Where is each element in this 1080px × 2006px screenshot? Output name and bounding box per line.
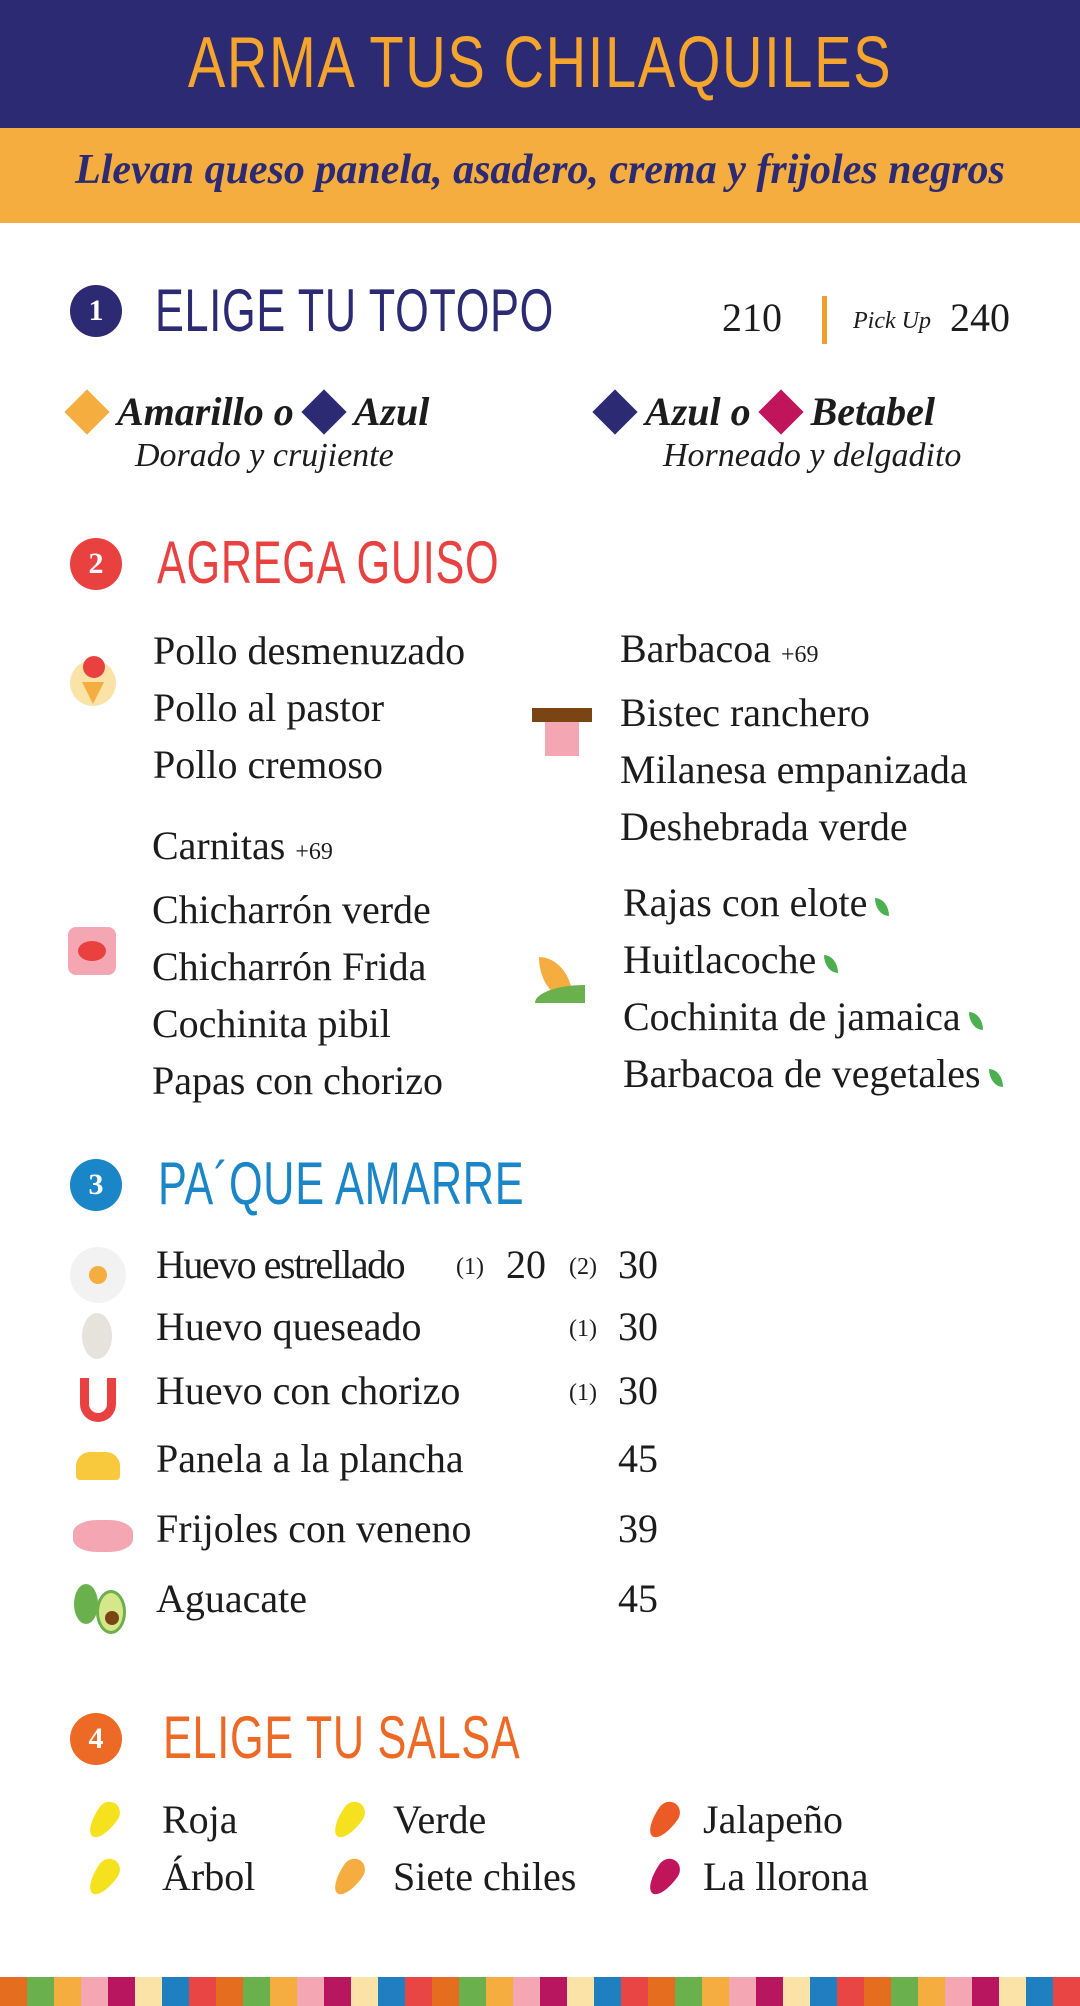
option-label: Amarillo o	[117, 389, 294, 434]
quantity: (1)	[456, 1254, 484, 1280]
chicken-icon	[70, 660, 116, 706]
section-3-heading: PA´QUE AMARRE	[158, 1150, 525, 1217]
menu-title: ARMA TUS CHILAQUILES	[187, 23, 893, 103]
guiso-item: Papas con chorizo	[152, 1058, 444, 1103]
price-divider	[822, 296, 827, 344]
guiso-item: Pollo cremoso	[153, 742, 383, 787]
extra-price: 30	[618, 1304, 658, 1349]
extra-name: Frijoles con veneno	[156, 1506, 472, 1551]
avocado-icon	[74, 1584, 98, 1624]
salsa-item: La llorona	[703, 1854, 869, 1899]
section-2-number: 2	[70, 538, 122, 590]
fried-egg-icon	[70, 1247, 126, 1303]
guiso-item: Pollo desmenuzado	[153, 628, 466, 673]
extra-price: 45	[618, 1436, 658, 1481]
pickup-price: 240	[950, 295, 1010, 340]
guiso-item: Rajas con elote	[623, 880, 868, 925]
subtitle-banner	[0, 128, 1080, 223]
salsa-item: Siete chiles	[393, 1854, 577, 1899]
guiso-list-pollo	[153, 622, 465, 793]
salsa-item: Verde	[393, 1797, 487, 1842]
pig-icon	[73, 1520, 133, 1552]
guiso-item: Carnitas	[152, 823, 286, 868]
corn-icon	[535, 955, 585, 1005]
guiso-list-cerdo	[152, 817, 443, 1109]
extra-price: 20	[506, 1242, 546, 1287]
leaf-icon	[875, 898, 889, 916]
extra-name: Huevo con chorizo	[156, 1368, 461, 1413]
header-banner	[0, 0, 1080, 128]
leaf-icon	[969, 1012, 983, 1030]
salsa-item: Jalapeño	[703, 1797, 843, 1842]
quantity: (1)	[569, 1316, 597, 1342]
extra-name: Aguacate	[156, 1576, 308, 1621]
guiso-list-res	[620, 620, 968, 855]
chili-icon	[84, 1797, 125, 1842]
pickup-label: Pick Up	[853, 308, 931, 334]
section-4-number: 4	[70, 1713, 122, 1765]
yellow-totopo-icon	[64, 389, 109, 434]
extra-row	[156, 1368, 676, 1439]
option-desc: Dorado y crujiente	[135, 437, 394, 474]
extra-row	[156, 1576, 676, 1649]
chili-icon	[329, 1797, 370, 1842]
quantity: (2)	[569, 1254, 597, 1280]
chorizo-icon	[80, 1378, 116, 1422]
chili-icon	[644, 1854, 685, 1899]
beet-totopo-icon	[758, 389, 803, 434]
option-label: Betabel	[810, 389, 936, 434]
extra-name: Huevo queseado	[156, 1304, 422, 1349]
chili-icon	[644, 1797, 685, 1842]
extra-cost: +69	[295, 839, 333, 865]
guiso-item: Pollo al pastor	[153, 685, 385, 730]
extra-name: Huevo estrellado	[156, 1242, 405, 1287]
section-2-heading: AGREGA GUISO	[157, 529, 500, 596]
chili-icon	[84, 1854, 125, 1899]
totopo-option-1	[67, 388, 429, 435]
option-desc: Horneado y delgadito	[663, 437, 962, 474]
extra-price: 30	[618, 1368, 658, 1413]
extra-price: 39	[618, 1506, 658, 1551]
extra-row	[156, 1304, 676, 1371]
extra-row	[156, 1242, 676, 1307]
chili-icon	[329, 1854, 370, 1899]
extra-name: Panela a la plancha	[156, 1436, 464, 1481]
section-1-number: 1	[70, 285, 122, 337]
extra-row	[156, 1436, 676, 1509]
extra-price: 45	[618, 1576, 658, 1621]
avocado-half-icon	[96, 1590, 126, 1634]
pork-icon	[68, 927, 116, 975]
option-label: Azul	[353, 389, 430, 434]
guiso-item: Huitlacoche	[623, 937, 817, 982]
extra-row	[156, 1506, 676, 1579]
totopo-option-2	[595, 388, 935, 435]
guiso-item: Deshebrada verde	[620, 804, 908, 849]
quantity: (1)	[569, 1380, 597, 1406]
salsa-item: Roja	[162, 1797, 238, 1842]
beef-icon	[532, 708, 592, 722]
beef-icon-base	[545, 722, 579, 756]
menu-subtitle: Llevan queso panela, asadero, crema y frijoles negros	[75, 147, 1005, 193]
guiso-item: Barbacoa	[620, 626, 772, 671]
leaf-icon	[824, 955, 838, 973]
guiso-item: Chicharrón Frida	[152, 944, 427, 989]
guiso-item: Chicharrón verde	[152, 887, 431, 932]
blue-totopo-icon	[592, 389, 637, 434]
guiso-item: Milanesa empanizada	[620, 747, 968, 792]
guiso-item: Cochinita pibil	[152, 1001, 391, 1046]
extra-price: 30	[618, 1242, 658, 1287]
guiso-item: Barbacoa de vegetales	[623, 1051, 981, 1096]
salsa-item: Árbol	[162, 1854, 256, 1899]
section-3-number: 3	[70, 1159, 122, 1211]
extras-list	[156, 1242, 676, 1649]
price: 210	[722, 295, 782, 340]
section-4-heading: ELIGE TU SALSA	[163, 1704, 521, 1771]
leaf-icon	[989, 1069, 1003, 1087]
blue-totopo-icon	[301, 389, 346, 434]
decorative-pattern-border	[0, 1977, 1080, 2006]
guiso-list-vegetariano	[623, 874, 1003, 1102]
section-1-heading: ELIGE TU TOTOPO	[155, 277, 554, 344]
cheese-icon	[76, 1452, 120, 1480]
option-label: Azul o	[645, 389, 751, 434]
egg-icon	[82, 1313, 112, 1359]
guiso-item: Bistec ranchero	[620, 690, 870, 735]
guiso-item: Cochinita de jamaica	[623, 994, 961, 1039]
extra-cost: +69	[781, 642, 819, 668]
